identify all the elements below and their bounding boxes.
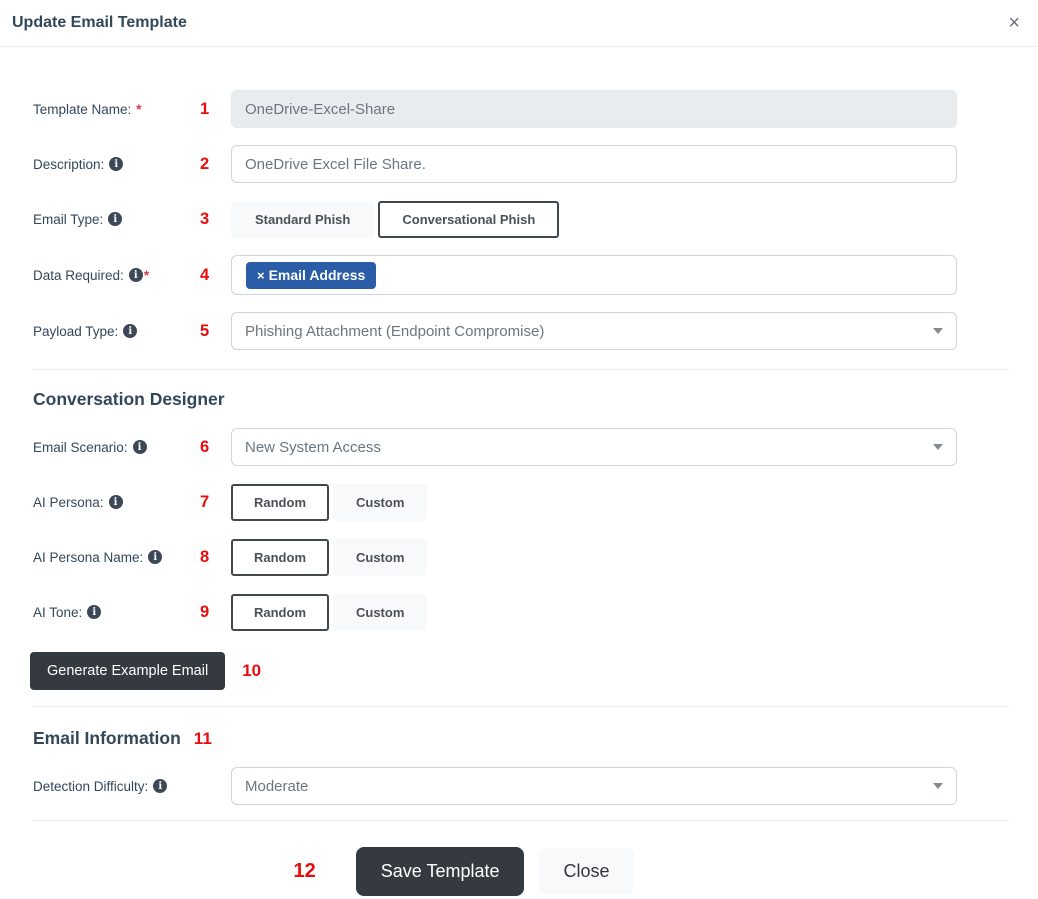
ai-tone-label xyxy=(33,605,198,620)
annotation-number-9: 9 xyxy=(200,602,210,621)
standard-phish-button[interactable]: Standard Phish xyxy=(231,201,374,238)
data-required-row xyxy=(33,255,1009,295)
annotation-number-7: 7 xyxy=(200,492,210,511)
conversation-designer-heading xyxy=(33,389,1009,410)
required-asterisk: * xyxy=(136,101,142,117)
email-scenario-label xyxy=(33,440,198,455)
data-required-label xyxy=(33,268,198,283)
email-scenario-row xyxy=(33,428,1009,466)
selected-value: Phishing Attachment (Endpoint Compromise) xyxy=(245,322,545,340)
detection-difficulty-row xyxy=(33,767,1009,805)
email-type-row xyxy=(33,200,1009,238)
annotation-number-8: 8 xyxy=(200,547,210,566)
info-icon[interactable] xyxy=(108,212,122,226)
ai-persona-label xyxy=(33,495,198,510)
info-icon[interactable] xyxy=(109,495,123,509)
modal-body xyxy=(0,47,1038,896)
label-text: Template Name: xyxy=(33,101,132,117)
email-type-toggle-group xyxy=(231,201,957,238)
label-text: Email Scenario: xyxy=(33,439,128,455)
ai-persona-name-label xyxy=(33,550,198,565)
ai-persona-name-random-button[interactable]: Random xyxy=(231,539,329,576)
tag-label: Email Address xyxy=(268,267,366,283)
template-name-label xyxy=(33,102,198,117)
save-template-button[interactable]: Save Template xyxy=(356,847,525,896)
annotation-number-4: 4 xyxy=(200,265,210,284)
detection-difficulty-control xyxy=(231,767,957,805)
email-scenario-control xyxy=(231,428,957,466)
info-icon[interactable] xyxy=(123,324,137,338)
data-required-control xyxy=(231,255,957,295)
selected-value: Moderate xyxy=(245,777,309,795)
info-icon[interactable] xyxy=(153,779,167,793)
chevron-down-icon xyxy=(933,783,943,789)
ai-persona-name-toggle-group xyxy=(231,539,957,576)
label-text: AI Persona: xyxy=(33,494,104,510)
template-name-input[interactable] xyxy=(231,90,957,128)
annotation-number-1: 1 xyxy=(200,99,210,118)
email-address-tag xyxy=(246,262,376,289)
annotation-number-2: 2 xyxy=(200,154,210,173)
payload-type-select[interactable] xyxy=(231,312,957,350)
annotation-number-12: 12 xyxy=(293,860,316,882)
close-button[interactable]: Close xyxy=(539,848,633,895)
template-name-control xyxy=(231,90,957,128)
payload-type-label xyxy=(33,324,198,339)
info-icon[interactable] xyxy=(129,268,143,282)
email-scenario-select[interactable] xyxy=(231,428,957,466)
ai-tone-row xyxy=(33,593,1009,631)
required-asterisk: * xyxy=(143,267,150,283)
description-row xyxy=(33,145,1009,183)
info-icon[interactable] xyxy=(133,440,147,454)
ai-tone-custom-button[interactable]: Custom xyxy=(333,594,427,631)
annotation-number-5: 5 xyxy=(200,321,210,340)
detection-difficulty-label xyxy=(33,779,198,794)
chevron-down-icon xyxy=(933,444,943,450)
description-label xyxy=(33,157,198,172)
ai-tone-toggle-group xyxy=(231,594,957,631)
label-text: Detection Difficulty: xyxy=(33,778,149,794)
template-name-row xyxy=(33,90,1009,128)
tag-remove-icon[interactable]: × xyxy=(257,267,265,283)
label-text: Description: xyxy=(33,156,105,172)
modal-footer xyxy=(33,847,1009,896)
email-type-label xyxy=(33,212,198,227)
data-required-tags-input[interactable] xyxy=(231,255,957,295)
section-title-text: Email Information xyxy=(33,728,181,748)
close-icon[interactable]: × xyxy=(1008,12,1020,34)
modal-header xyxy=(0,0,1038,47)
payload-type-control xyxy=(231,312,957,350)
ai-persona-row xyxy=(33,483,1009,521)
annotation-number-6: 6 xyxy=(200,437,210,456)
info-icon[interactable] xyxy=(109,157,123,171)
description-input[interactable] xyxy=(231,145,957,183)
divider xyxy=(33,706,1009,707)
selected-value: New System Access xyxy=(245,438,381,456)
annotation-number-10: 10 xyxy=(242,661,262,680)
conversational-phish-button[interactable]: Conversational Phish xyxy=(378,201,559,238)
chevron-down-icon xyxy=(933,328,943,334)
divider xyxy=(33,820,1009,821)
ai-persona-random-button[interactable]: Random xyxy=(231,484,329,521)
divider xyxy=(33,369,1009,370)
label-text: Email Type: xyxy=(33,211,104,227)
ai-persona-name-row xyxy=(33,538,1009,576)
ai-tone-random-button[interactable]: Random xyxy=(231,594,329,631)
generate-example-email-button[interactable]: Generate Example Email xyxy=(30,652,225,690)
label-text: AI Tone: xyxy=(33,604,83,620)
info-icon[interactable] xyxy=(87,605,101,619)
modal-title: Update Email Template xyxy=(12,14,187,31)
info-icon[interactable] xyxy=(148,550,162,564)
payload-type-row xyxy=(33,312,1009,350)
ai-persona-custom-button[interactable]: Custom xyxy=(333,484,427,521)
label-text: AI Persona Name: xyxy=(33,549,144,565)
annotation-number-3: 3 xyxy=(200,209,210,228)
email-information-heading xyxy=(33,728,1009,749)
generate-example-row xyxy=(30,652,1009,690)
label-text: Payload Type: xyxy=(33,323,119,339)
ai-persona-toggle-group xyxy=(231,484,957,521)
detection-difficulty-select[interactable] xyxy=(231,767,957,805)
label-text: Data Required: xyxy=(33,267,124,283)
annotation-number-11: 11 xyxy=(193,728,212,748)
ai-persona-name-custom-button[interactable]: Custom xyxy=(333,539,427,576)
description-control xyxy=(231,145,957,183)
section-title-text: Conversation Designer xyxy=(33,389,225,409)
